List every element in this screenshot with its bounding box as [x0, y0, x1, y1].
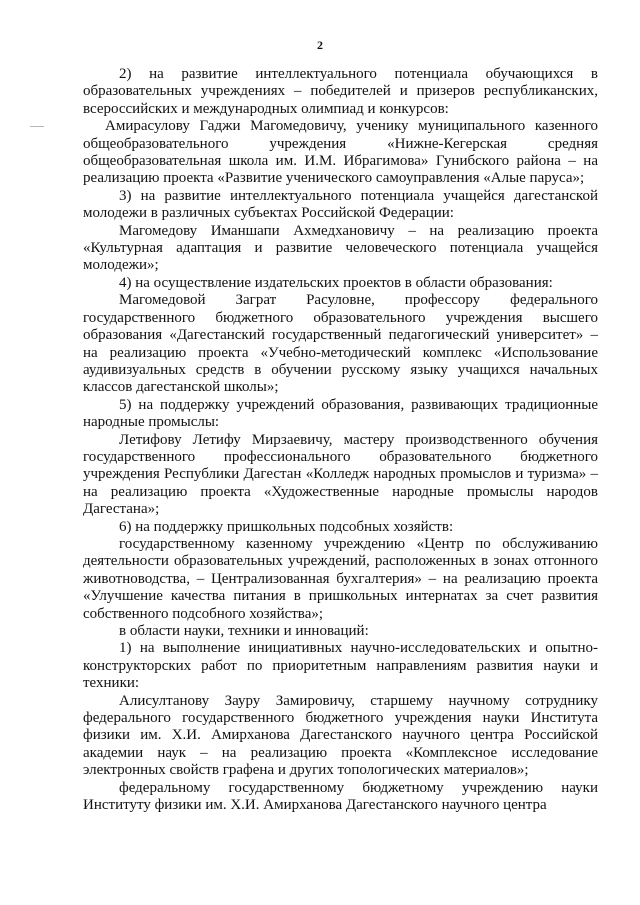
paragraph-science-section: в области науки, техники и инноваций:: [119, 623, 369, 639]
paragraph-magomedova: Магомедовой Заграт Расуловне, профессору федерального государственного бюджетного образовательного учреждения высшего образования «Дагестанский государственный педагогический университет» – на реализацию проекта «Учебно-методический комплекс «Использование аудивизуальных средств в обучении русскому языку учащихся начальных классов дагестанской школы»;: [83, 292, 598, 396]
paragraph-amirasulov: Амирасулову Гаджи Магомедовичу, ученику муниципального казенного общеобразовательного учреждения «Нижне-Кегерская средняя общеобразовательная школа им. И.М. Ибрагимова» Гунибского района – на реализацию проекта «Развитие ученического самоуправления «Алые паруса»;: [83, 118, 598, 187]
paragraph-school-farms: 6) на поддержку пришкольных подсобных хозяйств:: [119, 518, 454, 535]
paragraph-folk-crafts: 5) на поддержку учреждений образования, развивающих традиционные народные промыслы:: [83, 396, 598, 431]
paragraph-physics-institute: федеральному государственному бюджетному учреждению науки Институту физики им. Х.И. Амирханова Дагестанского научного центра: [83, 779, 598, 814]
paragraph-publishing-projects: 4) на осуществление издательских проектов в области образования:: [119, 274, 553, 291]
scan-mark: [30, 126, 44, 127]
paragraph-intellectual-potential-youth: 3) на развитие интеллектуального потенциала учащейся дагестанской молодежи в различных субъектах Российской Федерации:: [83, 187, 598, 222]
paragraph-research-works: 1) на выполнение инициативных научно-исследовательских и опытно-конструкторских работ по приоритетным направлениям развития науки и техники:: [83, 640, 598, 692]
paragraph-intellectual-potential-students: 2) на развитие интеллектуального потенциала обучающихся в образовательных учреждениях – победителей и призеров республиканских, всероссийских и международных олимпиад и конкурсов:: [83, 66, 598, 117]
paragraph-state-institution: государственному казенному учреждению «Центр по обслуживанию деятельности образовательных учреждений, расположенных в зонах отгонного животноводства, – Централизованная бухгалтерия» – на реализацию проекта «Улучшение качества питания в пришкольных интернатах за счет развития собственного подсобного хозяйства»;: [83, 535, 598, 622]
document-body: [83, 66, 598, 814]
paragraph-letifov: Летифову Летифу Мирзаевичу, мастеру производственного обучения государственного профессионального образовательного бюджетного учреждения Республики Дагестан «Колледж народных промыслов и туризма» – на реализацию проекта «Художественные народные промыслы народов Дагестана»;: [83, 431, 598, 518]
page-number: 2: [317, 38, 323, 52]
paragraph-magomedov: Магомедову Иманшапи Ахмедхановичу – на реализацию проекта «Культурная адаптация и развитие человеческого потенциала учащейся молодежи»;: [83, 222, 598, 274]
paragraph-alisultanov: Алисултанову Зауру Замировичу, старшему научному сотруднику федерального государственного бюджетного учреждения науки Института физики им. Х.И. Амирханова Дагестанского научного центра Российской академии наук – на реализацию проекта «Комплексное исследование электронных свойств графена и других топологических материалов»;: [83, 692, 598, 779]
